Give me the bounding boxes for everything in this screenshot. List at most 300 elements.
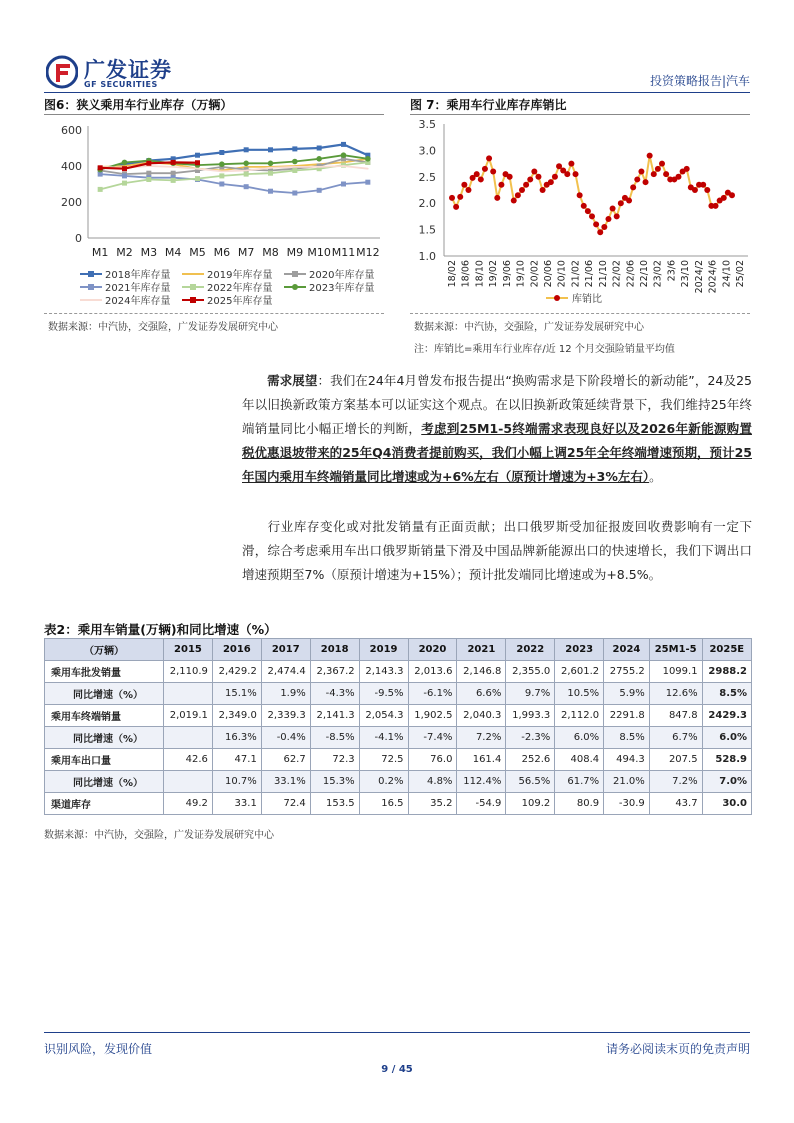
demand-outlook-paragraph — [242, 369, 752, 489]
table-header-row — [45, 639, 752, 661]
demand-text-c: 。 — [649, 469, 662, 484]
data-point — [122, 173, 127, 178]
row-label: 同比增速（%） — [45, 683, 164, 705]
data-point — [195, 153, 200, 158]
x-tick-label: 21/06 — [584, 260, 596, 288]
inventory-line-chart — [44, 118, 390, 266]
table-cell: 72.5 — [359, 749, 408, 771]
x-tick-label: 20/02 — [529, 260, 541, 288]
legend-label: 2022年库存量 — [207, 283, 273, 294]
x-tick-label: M10 — [307, 246, 331, 259]
data-point — [729, 192, 735, 198]
table-header-cell: 2016 — [212, 639, 261, 661]
table-cell: 2,143.3 — [359, 661, 408, 683]
x-tick-label: 21/10 — [597, 260, 609, 288]
table-cell: 72.3 — [310, 749, 359, 771]
table-cell: 9.7% — [506, 683, 555, 705]
data-point — [486, 155, 492, 161]
table-cell: 2755.2 — [604, 661, 650, 683]
data-point — [634, 176, 640, 182]
gf-logo-icon — [46, 55, 78, 89]
data-point — [98, 187, 103, 192]
data-point — [219, 182, 224, 187]
table-cell: 2,355.0 — [506, 661, 555, 683]
export-paragraph — [242, 515, 752, 587]
table-header-cell: 25M1-5 — [649, 639, 702, 661]
table-header-cell: 2020 — [408, 639, 457, 661]
data-point — [171, 178, 176, 183]
table-row — [45, 727, 752, 749]
data-point — [268, 189, 273, 194]
legend-label: 2020年库存量 — [309, 270, 375, 281]
data-point — [146, 161, 151, 166]
data-point — [577, 192, 583, 198]
x-tick-label: M12 — [356, 246, 380, 259]
table-cell: 33.1% — [261, 771, 310, 793]
data-point — [122, 166, 127, 171]
table-cell — [164, 771, 213, 793]
x-tick-label: 19/06 — [501, 260, 513, 288]
data-point — [659, 161, 665, 167]
x-tick-label: M9 — [286, 246, 304, 259]
data-point — [341, 142, 346, 147]
table-cell: -7.4% — [408, 727, 457, 749]
table-cell: 2,367.2 — [310, 661, 359, 683]
legend-swatch-icon — [80, 269, 102, 279]
row-label: 同比增速（%） — [45, 771, 164, 793]
data-point — [527, 176, 533, 182]
data-point — [197, 168, 199, 170]
table-header-cell: 2015 — [164, 639, 213, 661]
table-header-cell: 2018 — [310, 639, 359, 661]
data-point — [585, 208, 591, 214]
table-cell: 61.7% — [555, 771, 604, 793]
table-cell: 2988.2 — [702, 661, 751, 683]
x-tick-label: 23/02 — [652, 260, 664, 288]
x-tick-label: M1 — [91, 246, 109, 259]
data-point — [601, 224, 607, 230]
legend-swatch-icon — [80, 282, 102, 292]
data-point — [675, 174, 681, 180]
table-cell: 528.9 — [702, 749, 751, 771]
data-point — [618, 200, 624, 206]
table2-source: 数据来源：中汽协，交强险，广发证券发展研究中心 — [44, 830, 274, 841]
table-cell: 2,429.2 — [212, 661, 261, 683]
data-point — [573, 171, 579, 177]
data-point — [316, 156, 322, 162]
data-point — [146, 177, 151, 182]
data-point — [244, 184, 249, 189]
data-point — [122, 181, 127, 186]
table-cell: 10.5% — [555, 683, 604, 705]
table-cell: 2,349.0 — [212, 705, 261, 727]
table-row — [45, 705, 752, 727]
data-point — [292, 191, 297, 196]
data-point — [365, 156, 371, 162]
table-cell: 2,146.8 — [457, 661, 506, 683]
data-point — [219, 161, 225, 167]
demand-lead: 需求展望 — [267, 373, 318, 388]
data-point — [270, 167, 272, 169]
data-point — [630, 184, 636, 190]
table-cell: -2.3% — [506, 727, 555, 749]
table-cell: -4.3% — [310, 683, 359, 705]
x-tick-label: M11 — [331, 246, 356, 259]
x-tick-label: 2024/2 — [693, 260, 705, 294]
table-header-unit: （万辆） — [45, 639, 164, 661]
data-point — [195, 176, 200, 181]
figure7-source: 数据来源：中汽协，交强险，广发证券发展研究中心 — [414, 322, 644, 333]
ratio-line — [452, 156, 732, 233]
row-label: 同比增速（%） — [45, 727, 164, 749]
x-tick-label: M2 — [116, 246, 133, 259]
data-point — [643, 179, 649, 185]
figure6-legend — [80, 266, 400, 306]
legend-swatch-icon — [80, 295, 102, 305]
data-point — [638, 169, 644, 175]
x-tick-label: 22/02 — [611, 260, 623, 288]
table-cell: 30.0 — [702, 793, 751, 815]
data-point — [568, 161, 574, 167]
report-type-label: 投资策略报告|汽车 — [649, 74, 750, 88]
table-cell: -8.5% — [310, 727, 359, 749]
data-point — [511, 198, 517, 204]
table-header-cell: 2025E — [702, 639, 751, 661]
data-point — [195, 160, 200, 165]
figure7-divider — [410, 313, 750, 314]
legend-item — [182, 292, 272, 307]
data-point — [146, 171, 151, 176]
table-row — [45, 749, 752, 771]
figure7-rule — [410, 114, 750, 115]
table-cell: 16.3% — [212, 727, 261, 749]
table-cell: 252.6 — [506, 749, 555, 771]
data-point — [449, 195, 455, 201]
x-tick-label: 24/10 — [721, 260, 733, 288]
table-cell: 153.5 — [310, 793, 359, 815]
row-label: 渠道库存 — [45, 793, 164, 815]
legend-item — [284, 279, 374, 294]
x-tick-label: 19/02 — [488, 260, 500, 288]
data-point — [465, 187, 471, 193]
data-point — [268, 147, 273, 152]
table-cell: 6.7% — [649, 727, 702, 749]
data-point — [490, 169, 496, 175]
table-cell: 16.5 — [359, 793, 408, 815]
table-cell: 47.1 — [212, 749, 261, 771]
table-cell: 62.7 — [261, 749, 310, 771]
table-cell — [164, 727, 213, 749]
table-cell: -4.1% — [359, 727, 408, 749]
table-cell: 72.4 — [261, 793, 310, 815]
table-cell: 33.1 — [212, 793, 261, 815]
x-tick-label: 22/06 — [625, 260, 637, 288]
table-cell: 15.3% — [310, 771, 359, 793]
data-point — [219, 150, 224, 155]
table-cell: 7.2% — [457, 727, 506, 749]
data-point — [684, 166, 690, 172]
data-point — [171, 171, 176, 176]
legend-swatch-icon — [284, 269, 306, 279]
x-tick-label: 23/6 — [666, 260, 678, 282]
data-point — [268, 161, 274, 167]
table-cell: 12.6% — [649, 683, 702, 705]
data-point — [245, 170, 247, 172]
data-point — [704, 187, 710, 193]
table-cell: 56.5% — [506, 771, 555, 793]
demand-text-highlight: 考虑到25M1-5终端需求表现良好以及2026年新能源购置税优惠退坡带来的25年Q4消费者提前购买，我们小幅上调25年全年终端增速预期，预计25年国内乘用车终端销量同比增速或为+6%左右（原预计增速为+3%左右） — [242, 421, 752, 484]
legend-label: 2021年库存量 — [105, 283, 171, 294]
logo-text-cn: 广发证券 — [84, 58, 172, 82]
data-point — [221, 171, 223, 173]
table-header-cell: 2022 — [506, 639, 555, 661]
table-cell: 847.8 — [649, 705, 702, 727]
logo-text-en: GF SECURITIES — [84, 80, 158, 89]
data-point — [244, 147, 249, 152]
y-tick-label: 0 — [75, 232, 82, 245]
data-point — [581, 203, 587, 209]
table-cell: -30.9 — [604, 793, 650, 815]
legend-item — [80, 292, 170, 307]
data-point — [317, 146, 322, 151]
table-cell: -54.9 — [457, 793, 506, 815]
data-point — [663, 171, 669, 177]
table-row — [45, 683, 752, 705]
table-header-cell: 2017 — [261, 639, 310, 661]
data-point — [318, 166, 320, 168]
data-point — [343, 165, 345, 167]
table-header-cell: 2019 — [359, 639, 408, 661]
data-point — [552, 174, 558, 180]
footer-disclaimer: 请务必阅读末页的免责声明 — [605, 1042, 750, 1056]
data-point — [692, 187, 698, 193]
y-tick-label: 3.5 — [418, 118, 436, 131]
y-tick-label: 200 — [61, 196, 82, 209]
y-tick-label: 3.0 — [418, 144, 436, 158]
y-tick-label: 1.0 — [418, 250, 436, 263]
table-row — [45, 793, 752, 815]
legend-label: 2024年库存量 — [105, 296, 171, 307]
table-cell: 494.3 — [604, 749, 650, 771]
data-point — [597, 229, 603, 235]
data-point — [713, 203, 719, 209]
data-point — [498, 182, 504, 188]
x-tick-label: M7 — [237, 246, 255, 259]
table-cell: 2,013.6 — [408, 661, 457, 683]
table-cell: 42.6 — [164, 749, 213, 771]
table-cell: 1.9% — [261, 683, 310, 705]
x-tick-label: M4 — [164, 246, 182, 259]
x-tick-label: 2024/6 — [707, 260, 719, 294]
data-point — [614, 213, 620, 219]
data-point — [515, 192, 521, 198]
inventory-sales-ratio-chart — [406, 116, 754, 306]
table-cell: 10.7% — [212, 771, 261, 793]
data-point — [317, 188, 322, 193]
series-line — [100, 174, 368, 193]
data-point — [647, 153, 653, 159]
table-cell: 4.8% — [408, 771, 457, 793]
y-tick-label: 600 — [61, 124, 82, 137]
x-tick-label: 21/02 — [570, 260, 582, 288]
table-cell: 2,112.0 — [555, 705, 604, 727]
table-cell: 0.2% — [359, 771, 408, 793]
footer-slogan: 识别风险，发现价值 — [44, 1042, 153, 1056]
table2-title: 表2：乘用车销量(万辆)和同比增速（%） — [44, 622, 277, 637]
table-cell: 80.9 — [555, 793, 604, 815]
x-tick-label: 18/06 — [460, 260, 472, 288]
table-row — [45, 771, 752, 793]
y-tick-label: 2.5 — [418, 170, 436, 184]
table-cell: 2429.3 — [702, 705, 751, 727]
legend-label: 2018年库存量 — [105, 270, 171, 281]
data-point — [478, 176, 484, 182]
table-cell: -9.5% — [359, 683, 408, 705]
demand-text-a: ：我们在24年4月曾发布报告提出“换购需求是下阶段增长的新动能”，24及25年以旧换新政策方案基本可以证实这个观点。在以旧换新政策延续背景下，我们维持25年终端销量同比小幅正增长的判断， — [242, 373, 752, 436]
table-cell: -0.4% — [261, 727, 310, 749]
legend-label: 2023年库存量 — [309, 283, 375, 294]
data-point — [341, 182, 346, 187]
legend-label: 2019年库存量 — [207, 270, 273, 281]
table-cell: -6.1% — [408, 683, 457, 705]
data-point — [474, 171, 480, 177]
table-cell: 15.1% — [212, 683, 261, 705]
page-number: 9 / 45 — [381, 1064, 413, 1075]
data-point — [494, 195, 500, 201]
table-header-cell: 2023 — [555, 639, 604, 661]
data-point — [535, 174, 541, 180]
table-cell: 2,474.4 — [261, 661, 310, 683]
x-tick-label: 18/10 — [474, 260, 486, 288]
data-point — [548, 179, 554, 185]
table-cell: 7.0% — [702, 771, 751, 793]
row-label: 乘用车出口量 — [45, 749, 164, 771]
data-point — [651, 171, 657, 177]
y-tick-label: 1.5 — [418, 223, 436, 237]
table-cell: 2,601.2 — [555, 661, 604, 683]
data-point — [519, 187, 525, 193]
table-cell: 2,110.9 — [164, 661, 213, 683]
y-tick-label: 2.0 — [418, 197, 436, 211]
y-tick-label: 400 — [61, 160, 82, 173]
table-header-cell: 2021 — [457, 639, 506, 661]
header-divider — [44, 92, 750, 93]
legend-marker-icon — [554, 295, 560, 301]
table-cell — [164, 683, 213, 705]
figure7-title: 图 7：乘用车行业库存库销比 — [410, 98, 567, 112]
data-point — [243, 161, 249, 167]
table-cell: 1099.1 — [649, 661, 702, 683]
data-point — [453, 204, 459, 210]
figure7-legend — [546, 292, 602, 305]
data-point — [244, 172, 249, 177]
data-point — [294, 166, 296, 168]
legend-swatch-icon — [182, 295, 204, 305]
data-point — [507, 174, 513, 180]
x-tick-label: 19/10 — [515, 260, 527, 288]
table-cell: 43.7 — [649, 793, 702, 815]
data-point — [292, 159, 298, 165]
data-point — [593, 221, 599, 227]
table-cell: 2291.8 — [604, 705, 650, 727]
data-point — [605, 216, 611, 222]
data-point — [367, 168, 369, 170]
table-cell: 6.0% — [555, 727, 604, 749]
footer-divider — [44, 1032, 750, 1033]
data-point — [523, 182, 529, 188]
table-row — [45, 661, 752, 683]
data-point — [457, 194, 463, 200]
data-point — [171, 160, 176, 165]
x-tick-label: 20/06 — [543, 260, 554, 288]
table-cell: 161.4 — [457, 749, 506, 771]
figure6-source: 数据来源：中汽协，交强险，广发证券发展研究中心 — [48, 322, 278, 333]
row-label: 乘用车批发销量 — [45, 661, 164, 683]
data-point — [721, 195, 727, 201]
x-tick-label: 18/02 — [447, 260, 458, 288]
data-point — [122, 160, 128, 166]
data-point — [655, 166, 661, 172]
table-cell: 112.4% — [457, 771, 506, 793]
x-tick-label: 20/10 — [556, 260, 568, 288]
data-point — [626, 198, 632, 204]
table-cell: 408.4 — [555, 749, 604, 771]
data-point — [172, 166, 174, 168]
table-cell: 8.5% — [702, 683, 751, 705]
table-cell: 2,054.3 — [359, 705, 408, 727]
data-point — [341, 152, 347, 158]
figure6-rule — [44, 114, 384, 115]
data-point — [292, 146, 297, 151]
x-tick-label: M5 — [189, 246, 206, 259]
data-point — [219, 173, 224, 178]
sales-table — [44, 638, 752, 815]
table-cell: 1,993.3 — [506, 705, 555, 727]
data-point — [564, 171, 570, 177]
data-point — [268, 171, 273, 176]
x-tick-label: 25/02 — [735, 260, 746, 288]
row-label: 乘用车终端销量 — [45, 705, 164, 727]
table-cell: 5.9% — [604, 683, 650, 705]
x-tick-label: M6 — [213, 246, 231, 259]
data-point — [98, 165, 103, 170]
table-cell: 49.2 — [164, 793, 213, 815]
data-point — [461, 182, 467, 188]
table-header-cell: 2024 — [604, 639, 650, 661]
table-cell: 1,902.5 — [408, 705, 457, 727]
data-point — [292, 168, 297, 173]
data-point — [482, 166, 488, 172]
figure6-divider — [44, 313, 384, 314]
figure6-title: 图6：狭义乘用车行业库存（万辆） — [44, 98, 233, 112]
table-cell: 6.6% — [457, 683, 506, 705]
legend-label: 2025年库存量 — [207, 296, 273, 307]
table-cell: 109.2 — [506, 793, 555, 815]
legend-swatch-icon — [182, 269, 204, 279]
data-point — [610, 205, 616, 211]
data-point — [365, 180, 370, 185]
table-cell: 8.5% — [604, 727, 650, 749]
data-point — [540, 187, 546, 193]
x-tick-label: 23/10 — [680, 260, 692, 288]
table-cell: 35.2 — [408, 793, 457, 815]
data-point — [531, 169, 537, 175]
export-text: 行业库存变化或对批发销量有正面贡献；出口俄罗斯受加征报废回收费影响有一定下滑，综合考虑乘用车出口俄罗斯销量下滑及中国品牌新能源出口的快速增长，我们下调出口增速预期至7%（原预计增速为+15%）；预计批发端同比增速或为+8.5%。 — [242, 519, 752, 582]
table-cell: 2,141.3 — [310, 705, 359, 727]
table-cell: 2,040.3 — [457, 705, 506, 727]
x-tick-label: 22/10 — [639, 260, 650, 288]
data-point — [589, 213, 595, 219]
